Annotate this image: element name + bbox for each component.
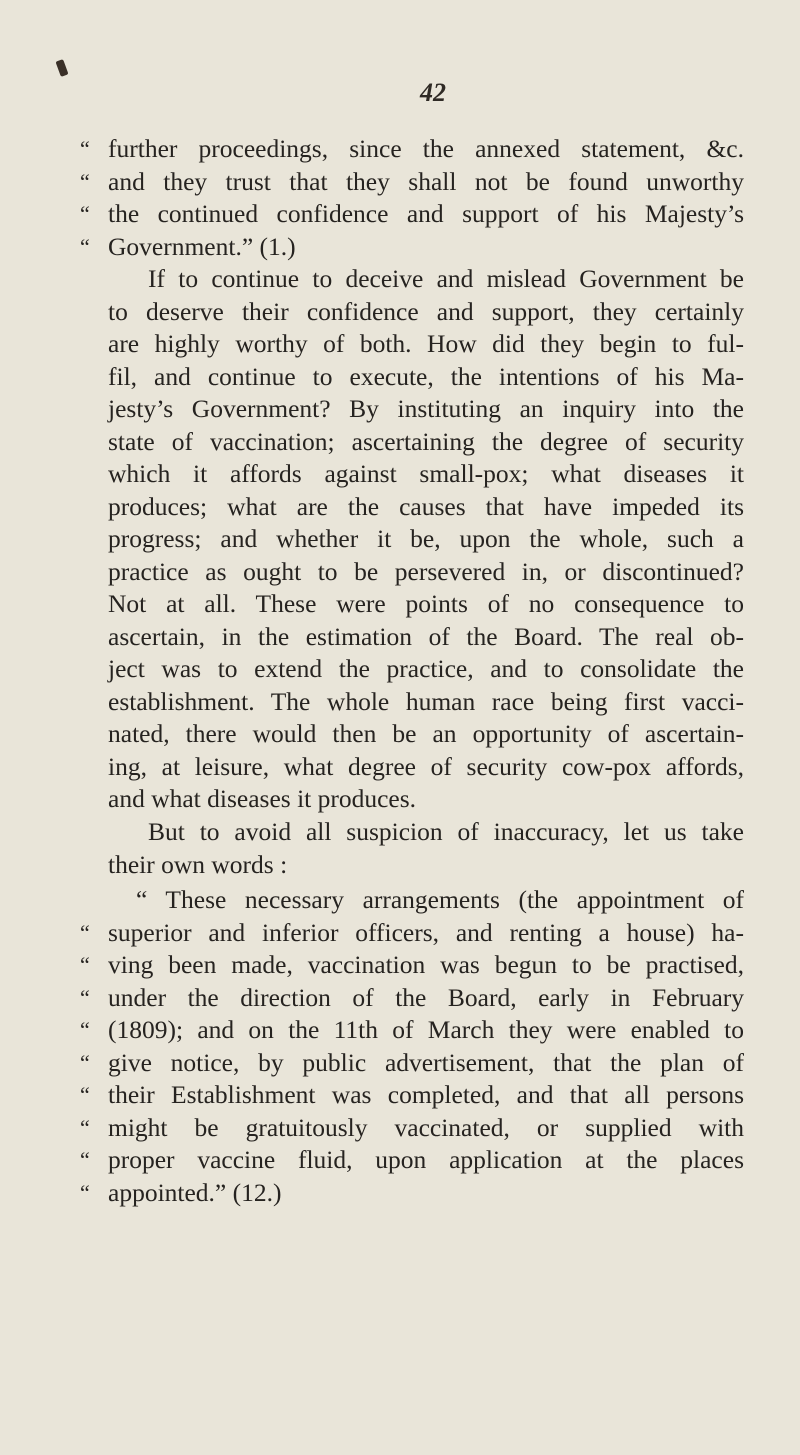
paragraph-line: Not at all. These were points of no consequence to xyxy=(108,589,744,618)
quote-line xyxy=(108,884,744,917)
quote-mark: “ xyxy=(80,1049,90,1075)
quote-line-text: under the direction of the Board, early in February xyxy=(108,982,744,1012)
paragraph-line: establishment. The whole human race being first vacci- xyxy=(108,686,744,716)
quote-line xyxy=(80,917,744,950)
paragraph-line: progress; and whether it be, upon the whole, such a xyxy=(108,524,744,553)
quote-line xyxy=(80,198,744,231)
paragraph-line: produces; what are the causes that have impeded its xyxy=(108,491,744,521)
paragraph-line: jesty’s Government? By instituting an inquiry into the xyxy=(108,394,744,423)
ink-mark xyxy=(56,59,69,77)
quote-line xyxy=(80,1047,744,1080)
quote-line xyxy=(80,166,744,199)
quote-mark: “ xyxy=(80,233,90,259)
quote-line-text: (1809); and on the 11th of March they were enabled to xyxy=(108,1015,744,1044)
quote-line-text: proper vaccine fluid, upon application at the places xyxy=(108,1145,744,1174)
paragraph-2 xyxy=(108,816,744,881)
quote-line xyxy=(80,1079,744,1112)
quote-line xyxy=(80,133,744,166)
paragraph-line: and what diseases it produces. xyxy=(108,784,417,813)
quote-line-text: appointed.” (12.) xyxy=(108,1177,282,1207)
quote-mark: “ xyxy=(80,1179,90,1205)
quote-line xyxy=(80,1177,744,1210)
quote-line-text: give notice, by public advertisement, that the plan of xyxy=(108,1047,744,1077)
quote-line xyxy=(80,982,744,1015)
quote-mark: “ xyxy=(80,952,90,977)
quote-line xyxy=(80,1144,744,1177)
quote-mark: “ xyxy=(80,201,90,226)
quote-line-text: Government.” (1.) xyxy=(108,231,296,261)
quote-mark: “ xyxy=(80,919,90,945)
quote-mark: “ xyxy=(80,1147,90,1172)
quote-mark: “ xyxy=(80,984,90,1010)
quote-line-text: the continued confidence and support of his Majesty’s xyxy=(108,199,744,228)
quote-line-text: and they trust that they shall not be found unworthy xyxy=(108,166,744,196)
quote-mark: “ xyxy=(80,136,90,161)
paragraph-line: fil, and continue to execute, the intentions of his Ma- xyxy=(108,361,744,391)
paragraph-line: which it affords against small-pox; what diseases it xyxy=(108,459,744,488)
quote-mark: “ xyxy=(80,1082,90,1107)
paragraph-line: are highly worthy of both. How did they begin to ful- xyxy=(108,329,744,358)
quote-line xyxy=(80,1112,744,1145)
paragraph-line: their own words : xyxy=(108,849,288,879)
paragraph-1 xyxy=(108,263,744,816)
quote-line xyxy=(80,949,744,982)
quote-line-text: might be gratuitously vaccinated, or supplied with xyxy=(108,1112,744,1142)
paragraph-line: ascertain, in the estimation of the Board. The real ob- xyxy=(108,621,744,651)
quote-line xyxy=(80,1014,744,1047)
quote-line-text: “ These necessary arrangements (the appointment of xyxy=(136,885,744,914)
quote-mark: “ xyxy=(80,1017,90,1042)
quote-line-text: ving been made, vaccination was begun to be practised, xyxy=(108,950,744,979)
paragraph-line: But to avoid all suspicion of inaccuracy, let us take xyxy=(148,817,744,846)
paragraph-line: nated, there would then be an opportunity of ascertain- xyxy=(108,719,744,748)
quote-mark: “ xyxy=(80,168,90,194)
page-number: 42 xyxy=(420,78,446,107)
quote-line-text: further proceedings, since the annexed statement, &c. xyxy=(108,134,744,163)
closing-quote-block xyxy=(80,884,744,1209)
quote-line xyxy=(80,231,744,264)
quote-line-text: superior and inferior officers, and renting a house) ha- xyxy=(108,917,744,947)
paragraph-line: practice as ought to be persevered in, or discontinued? xyxy=(108,556,744,586)
opening-quote-block xyxy=(80,133,744,263)
paragraph-line: ject was to extend the practice, and to consolidate the xyxy=(108,654,744,683)
paragraph-line: state of vaccination; ascertaining the degree of security xyxy=(108,426,744,456)
quote-line-text: their Establishment was completed, and that all persons xyxy=(108,1080,744,1109)
paragraph-line: to deserve their confidence and support, they certainly xyxy=(108,296,744,326)
paragraph-line: If to continue to deceive and mislead Government be xyxy=(148,264,744,293)
quote-mark: “ xyxy=(80,1114,90,1140)
paragraph-line: ing, at leisure, what degree of security cow-pox affords, xyxy=(108,751,744,781)
